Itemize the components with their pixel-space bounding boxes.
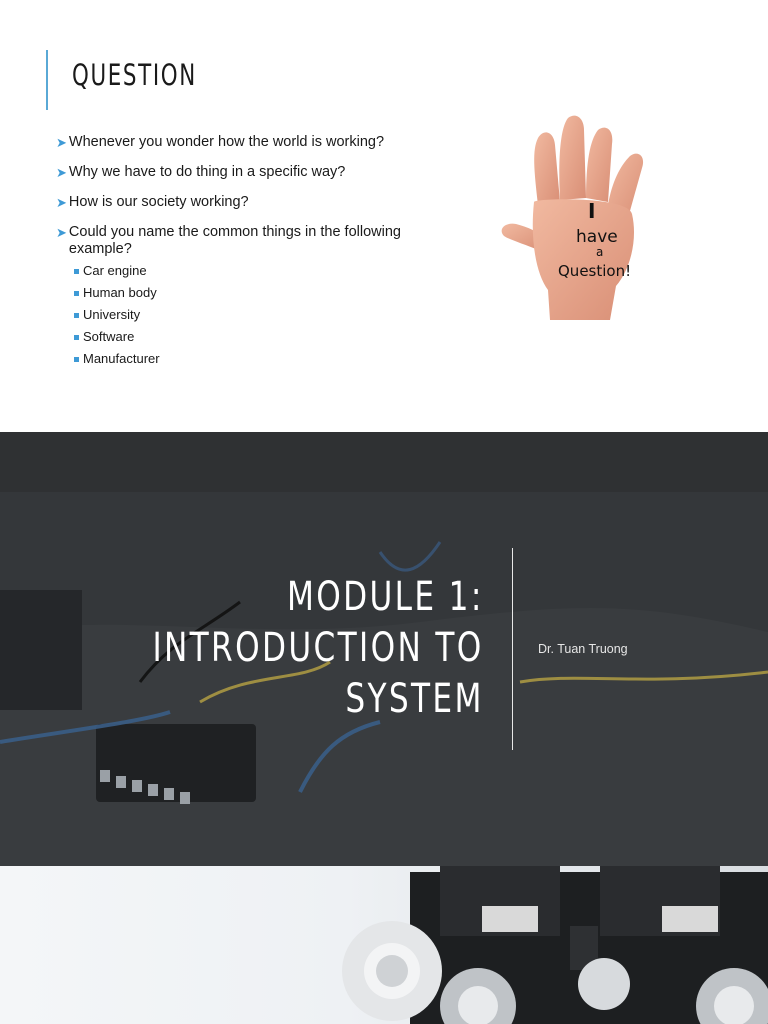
- sub-bullet-item: [74, 263, 456, 279]
- square-bullet-icon: [74, 291, 79, 296]
- bullet-item: [56, 134, 456, 151]
- sub-bullet-text: Software: [83, 329, 135, 344]
- bullet-text: Could you name the common things in the following example?: [68, 224, 401, 257]
- module-title-slide: [0, 432, 768, 866]
- bullet-item: [56, 224, 456, 258]
- arrow-bullet-icon: ➤: [56, 135, 67, 150]
- hand-text-a: a: [596, 245, 604, 259]
- hand-text-question: Question!: [558, 262, 632, 280]
- square-bullet-icon: [74, 313, 79, 318]
- bullet-text: How is our society working?: [68, 194, 249, 210]
- bullet-item: [56, 194, 456, 211]
- sub-bullet-list: [74, 263, 456, 367]
- title-accent-bar: [46, 50, 48, 110]
- sub-bullet-item: [74, 329, 456, 345]
- hand-text-have: have: [576, 227, 618, 247]
- sub-bullet-item: [74, 351, 456, 367]
- phoropter-slide: [0, 866, 768, 1024]
- sub-bullet-text: University: [83, 307, 141, 322]
- question-slide: [0, 0, 768, 432]
- hand-text-i: I: [588, 199, 596, 223]
- sub-bullet-item: [74, 307, 456, 323]
- sub-bullet-text: Manufacturer: [83, 351, 160, 366]
- sub-bullet-item: [74, 285, 456, 301]
- arrow-bullet-icon: ➤: [56, 225, 67, 240]
- phoropter-image: [0, 866, 768, 1024]
- sub-bullet-text: Human body: [83, 285, 157, 300]
- title-divider: [512, 548, 513, 750]
- module-title: [153, 572, 484, 725]
- bullet-item: [56, 164, 456, 181]
- module-title-line: MODULE 1:: [287, 574, 484, 620]
- square-bullet-icon: [74, 335, 79, 340]
- square-bullet-icon: [74, 357, 79, 362]
- module-title-line: SYSTEM: [345, 676, 484, 722]
- author-name: Dr. Tuan Truong: [538, 642, 628, 656]
- square-bullet-icon: [74, 269, 79, 274]
- sub-bullet-text: Car engine: [83, 263, 147, 278]
- slide-title: QUESTION: [72, 58, 197, 92]
- bullet-text: Whenever you wonder how the world is working?: [68, 134, 385, 150]
- module-title-line: INTRODUCTION TO: [152, 625, 484, 671]
- bullet-list: [56, 134, 456, 373]
- bullet-text: Why we have to do thing in a specific way?: [68, 164, 346, 180]
- hand-question-image: [498, 110, 663, 325]
- arrow-bullet-icon: ➤: [56, 195, 67, 210]
- arrow-bullet-icon: ➤: [56, 165, 67, 180]
